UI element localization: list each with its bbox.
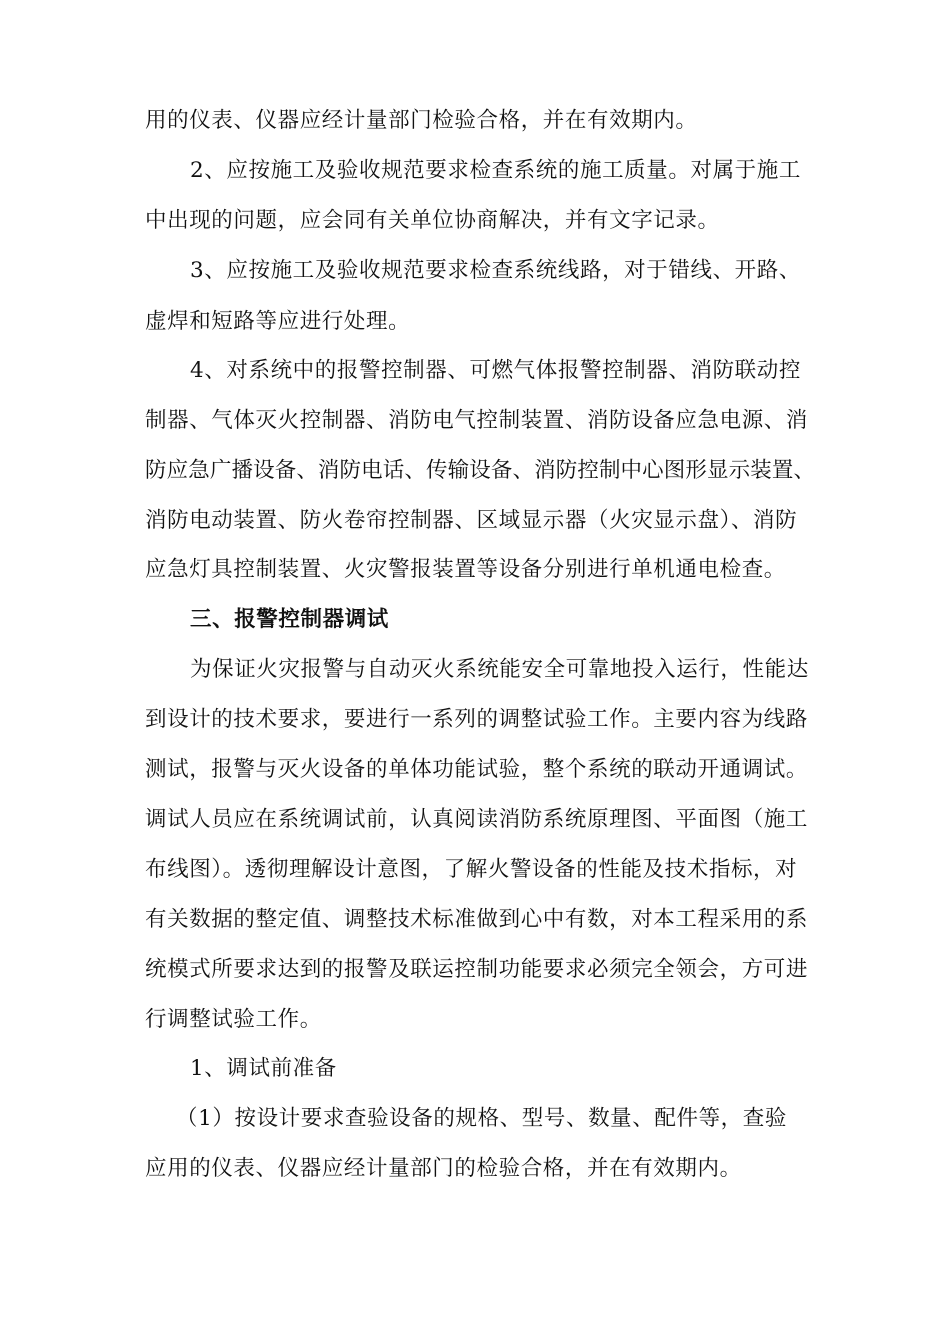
text-line: 防应急广播设备、消防电话、传输设备、消防控制中心图形显示装置、	[145, 458, 816, 483]
text-line: 2、应按施工及验收规范要求检查系统的施工质量。对属于施工	[190, 158, 801, 183]
text-line: 统模式所要求达到的报警及联运控制功能要求必须完全领会，方可进	[145, 957, 809, 982]
text-line: 4、对系统中的报警控制器、可燃气体报警控制器、消防联动控	[190, 358, 801, 383]
text-line: 布线图）。透彻理解设计意图，了解火警设备的性能及技术指标，对	[145, 857, 798, 882]
text-line: 为保证火灾报警与自动灭火系统能安全可靠地投入运行，性能达	[190, 657, 809, 682]
text-line: 用的仪表、仪器应经计量部门检验合格，并在有效期内。	[145, 108, 698, 133]
text-line: 3、应按施工及验收规范要求检查系统线路，对于错线、开路、	[190, 258, 801, 283]
text-line: 测试，报警与灭火设备的单体功能试验，整个系统的联动开通调试。	[145, 757, 809, 782]
text-line: 到设计的技术要求，要进行一系列的调整试验工作。主要内容为线路	[145, 707, 809, 732]
text-line: 制器、气体灭火控制器、消防电气控制装置、消防设备应急电源、消	[145, 408, 809, 433]
text-line: 应急灯具控制装置、火灾警报装置等设备分别进行单机通电检查。	[145, 557, 786, 582]
subsection-heading: 1、调试前准备	[190, 1056, 337, 1081]
text-line: 虚焊和短路等应进行处理。	[145, 309, 411, 334]
text-line: 行调整试验工作。	[145, 1007, 322, 1032]
text-line: （1）按设计要求查验设备的规格、型号、数量、配件等，查验	[176, 1106, 787, 1131]
text-line: 消防电动装置、防火卷帘控制器、区域显示器（火灾显示盘）、消防	[145, 508, 798, 533]
text-line: 调试人员应在系统调试前，认真阅读消防系统原理图、平面图（施工	[145, 807, 809, 832]
section-heading: 三、报警控制器调试	[190, 607, 389, 632]
text-line: 有关数据的整定值、调整技术标准做到心中有数，对本工程采用的系	[145, 907, 809, 932]
text-line: 应用的仪表、仪器应经计量部门的检验合格，并在有效期内。	[145, 1156, 742, 1181]
text-line: 中出现的问题，应会同有关单位协商解决，并有文字记录。	[145, 208, 720, 233]
